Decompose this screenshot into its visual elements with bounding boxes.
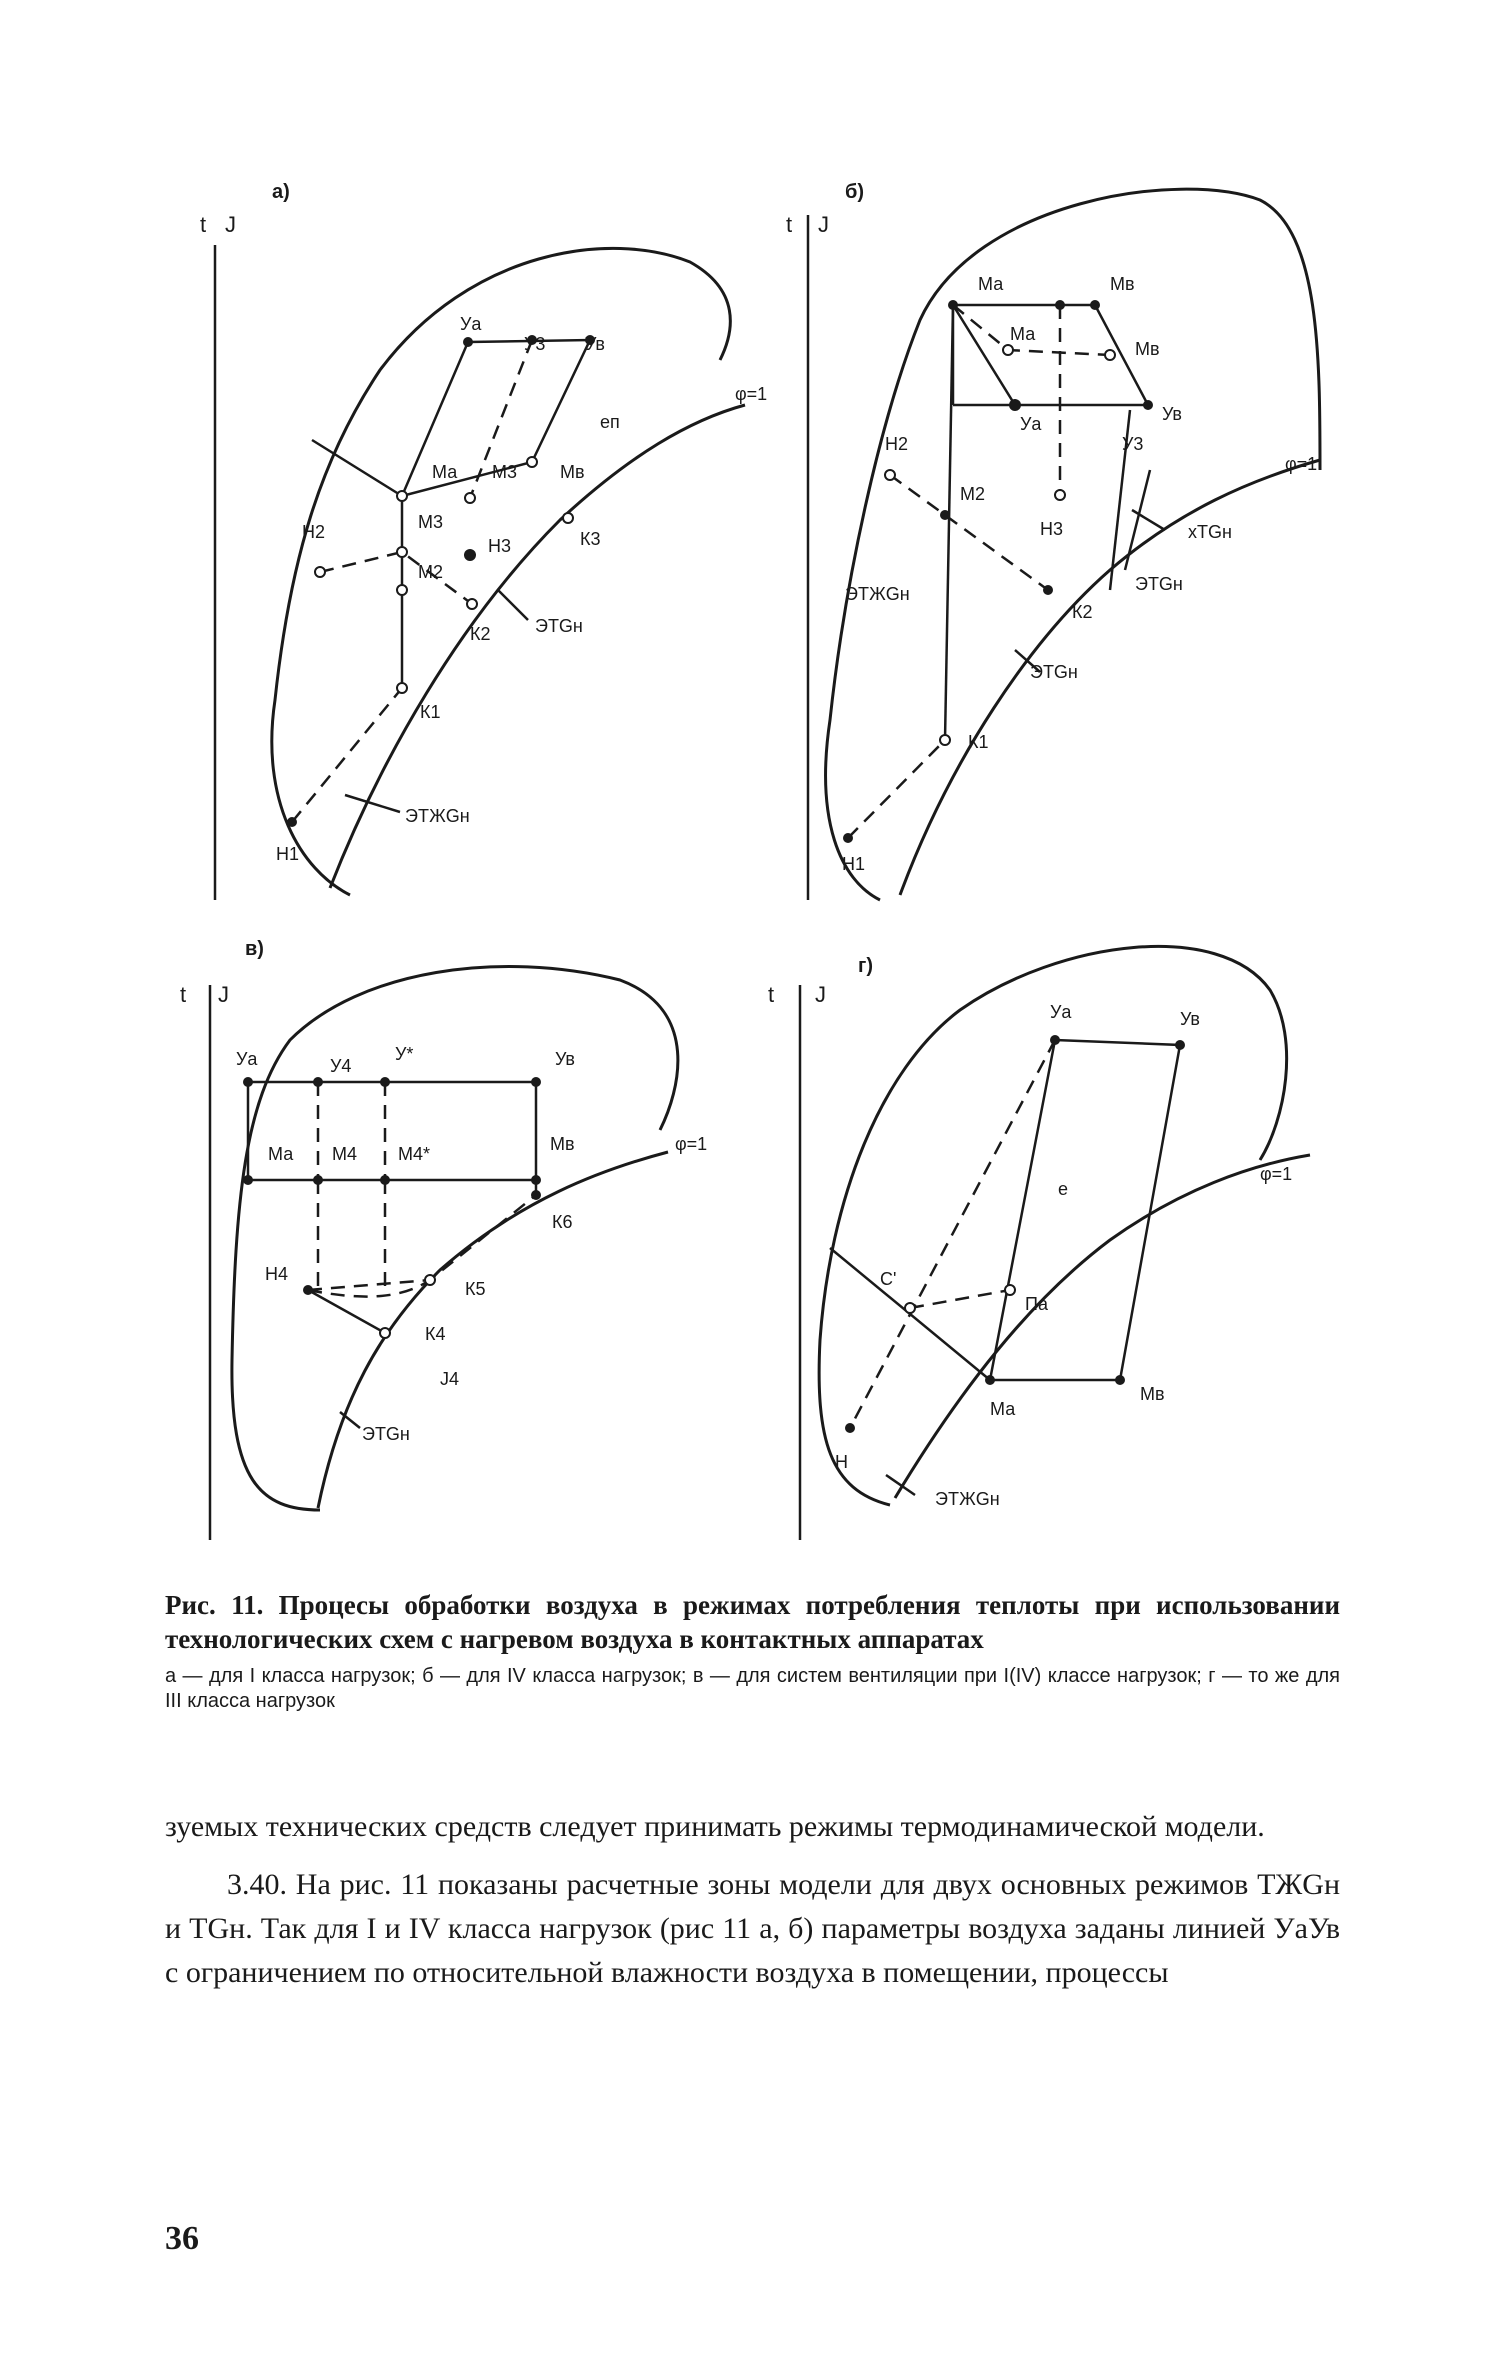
caption-title: Рис. 11. Процесы обработки воздуха в режимах потребления теплоты при использовании технологических схем с нагревом воздуха в контактных аппаратах	[165, 1590, 1340, 1654]
panel-d-label: г)	[858, 955, 873, 977]
point-m4: М4	[332, 1144, 358, 1164]
axis-t-label: t	[200, 212, 207, 237]
saturation-curve	[900, 460, 1320, 895]
point-ma: Ма	[978, 274, 1004, 294]
axis-j-label: J	[815, 982, 826, 1007]
point-mv: Мв	[560, 462, 585, 482]
zone-boundary	[819, 946, 1287, 1505]
point-ya: Уа	[236, 1049, 258, 1069]
point-k6: К6	[552, 1212, 573, 1232]
mixing-line	[910, 1290, 1010, 1308]
body-text	[165, 1805, 1340, 1995]
phi-label: φ=1	[1260, 1164, 1293, 1184]
regime-label: ЭTGн	[1030, 662, 1078, 682]
point-j4: J4	[440, 1369, 460, 1389]
point-m2: М2	[960, 484, 986, 504]
regime-label: ЭTGн	[535, 616, 583, 636]
point-c: С'	[880, 1269, 897, 1289]
process-line	[292, 688, 402, 822]
heating-line	[945, 305, 953, 740]
point-yv: Ув	[1162, 404, 1182, 424]
point-yv: Ув	[585, 334, 605, 354]
point-k5: К5	[465, 1279, 486, 1299]
axis-j-label: J	[225, 212, 236, 237]
point-y3: У3	[524, 334, 546, 354]
point-m4star: М4*	[398, 1144, 431, 1164]
point-mv: Мв	[550, 1134, 575, 1154]
point-ya: Уа	[1020, 414, 1042, 434]
point-k1: К1	[968, 732, 989, 752]
point-h: Н	[835, 1452, 848, 1472]
point-yv: Ув	[1180, 1009, 1200, 1029]
point-ma: Ма	[990, 1399, 1016, 1419]
target-zone	[248, 1082, 536, 1180]
point-y4: У4	[330, 1056, 352, 1076]
axis-t-label: t	[180, 982, 187, 1007]
point-h3: Н3	[1040, 519, 1064, 539]
point-ma: Ма	[268, 1144, 294, 1164]
regime-label: ЭТЖGн	[935, 1489, 1000, 1509]
mixing-line	[320, 552, 472, 604]
point-yv: Ув	[555, 1049, 575, 1069]
mixing-line	[308, 1195, 536, 1290]
point-h2: Н2	[885, 434, 909, 454]
figure-caption	[165, 1588, 1340, 1714]
zone-boundary	[826, 189, 1320, 900]
point-mv: Мв	[1140, 1384, 1165, 1404]
point-ya: Уа	[460, 314, 482, 334]
panel-b-label: б)	[845, 181, 865, 203]
point-ma2: Ма	[1010, 324, 1036, 344]
point-k2: К2	[1072, 602, 1093, 622]
regime-label: ЭТЖGн	[405, 806, 470, 826]
saturation-curve	[895, 1155, 1310, 1498]
point-ma: Ма	[432, 462, 458, 482]
point-h3: Н3	[488, 536, 512, 556]
point-k3: К3	[580, 529, 601, 549]
paragraph: зуемых технических средств следует принимать режимы термодинамической модели.	[165, 1810, 1265, 1843]
panel-c	[180, 938, 707, 1540]
point-k2: К2	[470, 624, 491, 644]
phi-label: φ=1	[735, 384, 768, 404]
zone-edge	[312, 440, 402, 496]
panel-d	[768, 946, 1310, 1540]
target-zone	[990, 1040, 1180, 1380]
point-mv2: Мв	[1135, 339, 1160, 359]
panel-a-label: а)	[272, 181, 290, 203]
regime-label: ЭTGн	[362, 1424, 410, 1444]
zone-boundary	[272, 248, 731, 895]
panel-c-label: в)	[245, 938, 264, 960]
phi-label: φ=1	[675, 1134, 708, 1154]
point-m3b: М3	[418, 512, 444, 532]
point-h4: Н4	[265, 1264, 289, 1284]
zone-boundary	[232, 967, 678, 1511]
point-k4: К4	[425, 1324, 446, 1344]
point-ya: Уа	[1050, 1002, 1072, 1022]
regime-label: ЭTGн	[1135, 574, 1183, 594]
caption-subtitle: а — для I класса нагрузок; б — для IV класса нагрузок; в — для систем вентиляции при I(IV) классе нагрузок; г — то же для III класса нагрузок	[165, 1665, 1340, 1712]
point-e: е	[1058, 1179, 1069, 1199]
point-m2: М2	[418, 562, 444, 582]
axis-t-label: t	[768, 982, 775, 1007]
point-h1: Н1	[842, 854, 866, 874]
panel-b	[786, 181, 1320, 900]
point-k1: К1	[420, 702, 441, 722]
panel-a	[200, 181, 767, 900]
point-h1: Н1	[276, 844, 300, 864]
process-line	[850, 1040, 1055, 1428]
point-h2: Н2	[302, 522, 326, 542]
regime-label: xTGн	[1188, 522, 1232, 542]
regime-label: ЭТЖGн	[845, 584, 910, 604]
page-number: 36	[165, 2220, 199, 2257]
axis-j-label: J	[818, 212, 829, 237]
saturation-curve	[330, 405, 745, 888]
point-ystar: У*	[395, 1044, 414, 1064]
saturation-curve	[318, 1152, 668, 1508]
point-y3: У3	[1122, 434, 1144, 454]
axis-t-label: t	[786, 212, 793, 237]
point-ep: еп	[600, 412, 620, 432]
target-zone	[953, 305, 1148, 405]
point-pa: Па	[1025, 1294, 1048, 1314]
phi-label: φ=1	[1285, 454, 1318, 474]
paragraph: 3.40. На рис. 11 показаны расчетные зоны модели для двух основных режимов ТЖGн и TGн. Так для I и IV класса нагрузок (рис 11 а, б) параметры воздуха заданы линией УаУв с ограничением по относительной влажности воздуха в помещении, процессы	[165, 1868, 1340, 1989]
point-mv: Мв	[1110, 274, 1135, 294]
axis-j-label: J	[218, 982, 229, 1007]
point-m3: М3	[492, 462, 518, 482]
